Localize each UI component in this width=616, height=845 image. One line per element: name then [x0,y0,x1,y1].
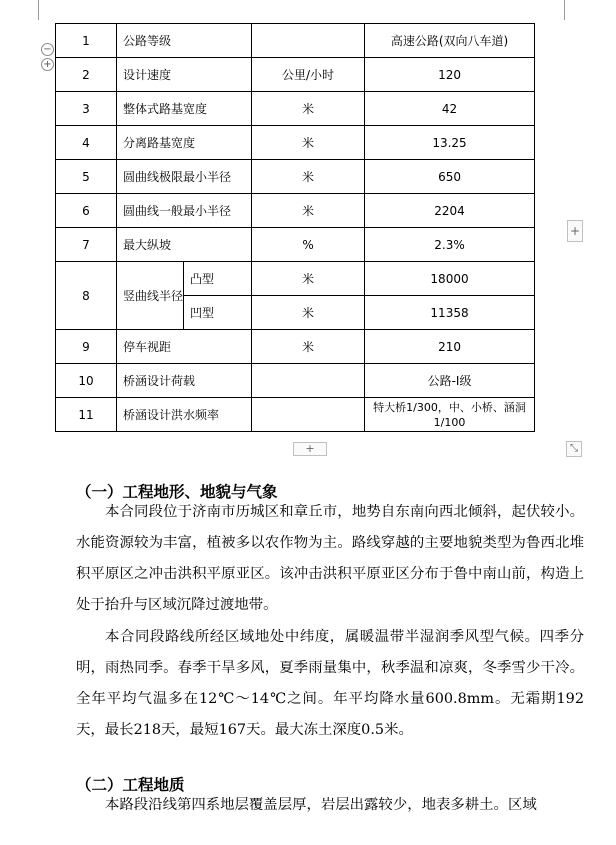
sub-type-cell: 凸型 [184,262,252,296]
row-number: 1 [56,24,117,58]
value-cell: 公路-I级 [365,364,535,398]
value-cell: 120 [365,58,535,92]
add-row-plus-icon[interactable]: + [293,442,327,456]
table-row [56,262,535,296]
unit-cell: 公里/小时 [252,58,365,92]
item-name: 圆曲线一般最小半径 [117,194,252,228]
row-number: 5 [56,160,117,194]
item-name: 最大纵坡 [117,228,252,262]
page-corner-mark-top-left [38,0,39,20]
body-paragraph: 本合同段位于济南市历城区和章丘市，地势自东南向西北倾斜，起伏较小。水能资源较为丰富，植被多以农作物为主。路线穿越的主要地貌类型为鲁西北堆积平原区之冲击洪积平原亚区。该冲击洪积平原亚区分布于鲁中南山前，构造上处于抬升与区域沉降过渡地带。 [76,504,584,613]
table-resize-handle-icon[interactable]: ⤡ [566,441,582,457]
unit-cell: 米 [252,262,365,296]
section-heading: （一）工程地形、地貌与气象 [76,482,278,501]
body-paragraph: 本合同段路线所经区域地处中纬度，属暖温带半湿润季风型气候。四季分明，雨热同季。春季干旱多风，夏季雨量集中，秋季温和凉爽，冬季雪少干冷。全年平均气温多在12℃～14℃之间。年平均降水量600.8mm。无霜期192天，最长218天，最短167天。最大冻土深度0.5米。 [76,629,584,738]
row-number: 11 [56,398,117,432]
row-number: 8 [56,262,117,330]
add-column-plus-icon[interactable]: + [567,220,583,242]
unit-cell: 米 [252,194,365,228]
item-name: 分离路基宽度 [117,126,252,160]
table-row [56,398,535,432]
row-number: 9 [56,330,117,364]
unit-cell: 米 [252,296,365,330]
value-cell: 210 [365,330,535,364]
unit-cell: % [252,228,365,262]
unit-cell: 米 [252,330,365,364]
item-name: 停车视距 [117,330,252,364]
design-spec-table [55,23,535,432]
value-cell: 13.25 [365,126,535,160]
row-number: 3 [56,92,117,126]
row-number: 2 [56,58,117,92]
item-name: 竖曲线半径 [117,262,184,330]
row-number: 6 [56,194,117,228]
section-heading: （二）工程地质 [76,775,185,794]
table-row [56,364,535,398]
unit-cell [252,24,365,58]
item-name: 桥涵设计荷载 [117,364,252,398]
body-paragraph: 本路段沿线第四系地层覆盖层厚，岩层出露较少，地表多耕土。区域 [105,797,537,813]
expand-plus-icon[interactable]: + [41,58,54,71]
item-name: 桥涵设计洪水频率 [117,398,252,432]
unit-cell: 米 [252,160,365,194]
unit-cell: 米 [252,126,365,160]
row-number: 10 [56,364,117,398]
value-cell: 2.3% [365,228,535,262]
value-cell: 特大桥1/300，中、小桥、涵洞1/100 [365,398,535,432]
table-row [56,126,535,160]
table-row [56,330,535,364]
table-row [56,24,535,58]
item-name: 整体式路基宽度 [117,92,252,126]
collapse-minus-icon[interactable]: − [41,43,54,56]
table-row [56,160,535,194]
value-cell: 2204 [365,194,535,228]
value-cell: 650 [365,160,535,194]
value-cell: 11358 [365,296,535,330]
unit-cell [252,398,365,432]
value-cell: 42 [365,92,535,126]
table-row [56,194,535,228]
sub-type-cell: 凹型 [184,296,252,330]
page-corner-mark-top-right [564,0,565,20]
item-name: 圆曲线极限最小半径 [117,160,252,194]
row-number: 7 [56,228,117,262]
row-number: 4 [56,126,117,160]
item-name: 公路等级 [117,24,252,58]
table-row [56,228,535,262]
item-name: 设计速度 [117,58,252,92]
table-row [56,92,535,126]
table-row [56,58,535,92]
unit-cell [252,364,365,398]
value-cell: 18000 [365,262,535,296]
value-cell: 高速公路(双向八车道) [365,24,535,58]
unit-cell: 米 [252,92,365,126]
